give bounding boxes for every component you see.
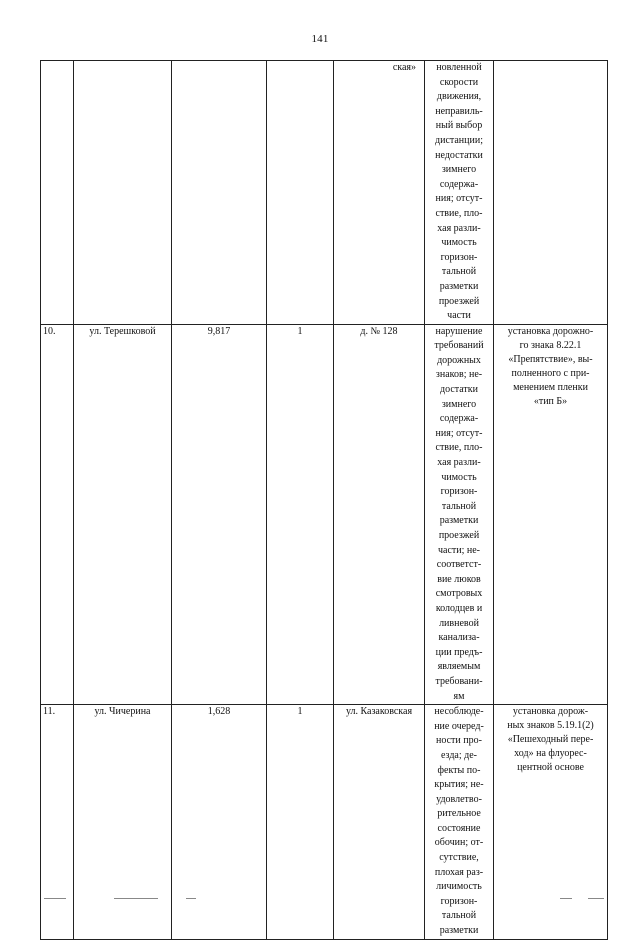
table-row (41, 324, 608, 704)
row-number-cell: 11. (41, 705, 74, 940)
scan-mark (560, 898, 572, 899)
accident-sites-table (40, 60, 608, 940)
section-cell: д. № 128 (334, 324, 425, 704)
table-row (41, 705, 608, 940)
measures-cell (494, 61, 608, 325)
scan-mark (44, 898, 66, 899)
length-cell: 1,628 (172, 705, 267, 940)
measures-cell: установка дорожно- го знака 8.22.1 «Препятствие», вы- полненного с при- менением пленки «тип Б» (494, 324, 608, 704)
row-number-cell (41, 61, 74, 325)
defects-cell: новленной скорости движения, неправиль- ный выбор дистанции; недостатки зимнего содержа- ния; отсут- ствие, пло- хая разли- чимость горизон- тальной разметки проезжей части (425, 61, 494, 325)
measures-cell: установка дорож- ных знаков 5.19.1(2) «Пешеходный пере- ход» на флуорес- центной основе (494, 705, 608, 940)
length-cell: 9,817 (172, 324, 267, 704)
count-cell: 1 (267, 324, 334, 704)
defects-cell: несоблюде- ние очеред- ности про- езда; де- фекты по- крытия; не- удовлетво- рительное состояние обочин; от- сутствие, плохая раз- личимость горизон- тальной разметки (425, 705, 494, 940)
scan-mark (186, 898, 196, 899)
count-cell: 1 (267, 705, 334, 940)
street-cell (74, 61, 172, 325)
page-number: 141 (311, 33, 329, 45)
scan-artifact-marks (40, 898, 607, 902)
section-cell: ская» (334, 61, 425, 325)
table-row (41, 61, 608, 325)
section-cell: ул. Казаковская (334, 705, 425, 940)
count-cell (267, 61, 334, 325)
row-number-cell: 10. (41, 324, 74, 704)
length-cell (172, 61, 267, 325)
street-cell: ул. Терешковой (74, 324, 172, 704)
scan-mark (588, 898, 604, 899)
street-cell: ул. Чичерина (74, 705, 172, 940)
defects-cell: нарушение требований дорожных знаков; не- достатки зимнего содержа- ния; отсут- ствие, пло- хая разли- чимость горизон- тальной разметки проезжей части; не- соответст- вие люков смотровых колодцев и ливневой канализа- ции предъ- являемым требовани- ям (425, 324, 494, 704)
scan-mark (114, 898, 158, 899)
